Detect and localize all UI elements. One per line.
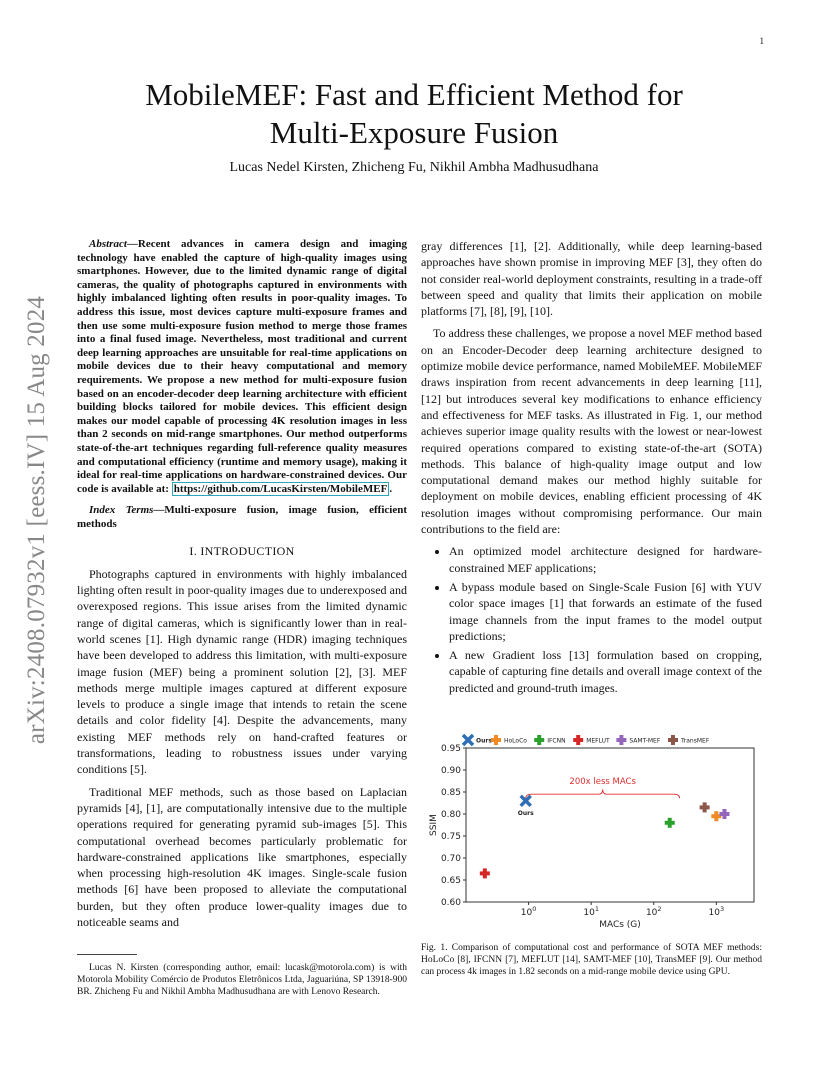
abstract: Abstract—Recent advances in camera design and imaging technology have enabled the capture of high-quality images using smartphones. However, due to the limited dynamic range of digital cameras, the quality of photographs captured in environments with highly imbalanced lighting often results in poor-quality images. To address this issue, most devices capture multi-exposure frames and then use some multi-exposure fusion method to merge those frames into a final fused image. Nevertheless, most traditional and current deep learning approaches are unsuitable for real-time applications on mobile devices due to their heavy computational and memory requirements. We propose a new method for multi-exposure fusion based on an encoder-decoder deep learning architecture with efficient building blocks tailored for mobile devices. This efficient design makes our model capable of processing 4K resolution images in less than 2 seconds on mid-range smartphones. Our method outperforms state-of-the-art techniques regarding full-reference quality measures and computational efficiency (runtime and memory usage), making it ideal for real-time applications on hardware-constrained devices. Our code is available at: https://github.com/LucasKirsten/MobileMEF .	[77, 238, 407, 495]
data-point	[665, 818, 675, 828]
legend-label: IFCNN	[547, 737, 566, 745]
legend-entry	[534, 735, 565, 745]
scatter-chart	[424, 730, 762, 930]
title-line-1: MobileMEF: Fast and Efficient Method for	[145, 77, 683, 112]
page-number: 1	[759, 36, 764, 46]
contributions-list	[421, 543, 762, 696]
y-axis-label: SSIM	[429, 814, 439, 836]
legend-label: Ours	[476, 737, 492, 745]
right-column	[421, 238, 762, 699]
figure-caption: Fig. 1. Comparison of computational cost and performance of SOTA MEF methods: HoLoCo [8], IFCNN [7], MEFLUT [14], SAMT-MEF [10], TransMEF [9]. Our method can process 4k images in 1.82 seconds on a mid-range mobile device using GPU.	[421, 943, 762, 977]
list-item: • A new Gradient loss [13] formulation based on cropping, capable of capturing fine details and overall image context of the predicted and ground-truth images.	[449, 647, 762, 696]
legend-entry	[491, 735, 527, 745]
title-line-2: Multi-Exposure Fusion	[269, 115, 559, 150]
annotation-label: 200x less MACs	[569, 777, 636, 788]
y-tick-label: 0.70	[440, 854, 461, 864]
data-point	[480, 868, 490, 878]
footnote: Lucas N. Kirsten (corresponding author, email: lucask@motorola.com) is with Motorola Mobility Comércio de Produtos Eletrônicos Ltda, Jaguariúna, SP 13918-900 BR. Zhicheng Fu and Nikhil Ambha Madhusudhana are with Lenovo Research.	[77, 963, 407, 997]
x-tick-label: $10^3$	[708, 905, 725, 918]
body-paragraph: To address these challenges, we propose a novel MEF method based on an Encoder-Decoder deep learning architecture designed to optimize mobile device performance, named MobileMEF. MobileMEF draws inspiration from recent advancements in deep learning [11], [12] but introduces several key modifications to enhance efficiency and effectiveness for MEF tasks. As illustrated in Fig. 1, our method achieves superior image quality results with the lowest or near-lowest required operations compared to existing state-of-the-art (SOTA) methods. This balance of high-quality image output and low computational demand makes our method highly suitable for deployment on mobile devices, enabling efficient processing of 4K resolution images without compromising performance. Our main contributions to the field are:	[421, 326, 762, 537]
list-item: • An optimized model architecture designed for hardware-constrained MEF applications;	[449, 543, 762, 576]
x-tick-label: $10^0$	[520, 905, 537, 918]
legend-label: SAMT-MEF	[629, 737, 661, 745]
point-label: Ours	[517, 809, 534, 817]
left-column	[77, 238, 407, 936]
legend-label: HoLoCo	[504, 737, 527, 745]
plot-frame	[466, 748, 754, 902]
section-title: I. INTRODUCTION	[189, 544, 295, 559]
legend-label: TransMEF	[681, 737, 710, 745]
x-axis-label: MACs (G)	[599, 920, 641, 930]
figure-chart	[424, 730, 762, 930]
data-point	[700, 802, 710, 812]
paper-title	[60, 76, 768, 152]
y-tick-label: 0.95	[440, 744, 461, 754]
legend-entry	[463, 735, 492, 745]
arxiv-stamp-text: arXiv:2408.07932v1 [eess.IV] 15 Aug 2024	[23, 295, 50, 745]
legend-entry	[573, 735, 610, 745]
y-tick-label: 0.90	[440, 766, 461, 776]
y-tick-label: 0.65	[440, 876, 461, 886]
x-tick-label: $10^2$	[645, 905, 662, 918]
intro-paragraph: Traditional MEF methods, such as those based on Laplacian pyramids [4], [1], are computationally intensive due to the multiple operations required for generating pyramid sub-images [5]. This computational overhead becomes particularly problematic for hardware-constrained applications like smartphones, especially when processing high-resolution 4K images. Single-scale fusion methods [6] have been proposed to alleviate the computational burden, but they often produce lower-quality images due to noticeable seams and	[77, 784, 407, 929]
footnote-rule	[77, 954, 137, 955]
body-paragraph: gray differences [1], [2]. Additionally, while deep learning-based approaches have shown promise in improving MEF [3], they often do not consider real-world deployment constraints, resulting in a trade-off between speed and quality that limits their application on mobile platforms [7], [8], [9], [10].	[421, 239, 762, 319]
y-tick-label: 0.75	[440, 832, 461, 842]
index-terms	[77, 504, 407, 531]
authors: Lucas Nedel Kirsten, Zhicheng Fu, Nikhil Ambha Madhusudhana	[229, 160, 599, 175]
legend-entry	[616, 735, 660, 745]
intro-paragraph: Photographs captured in environments with highly imbalanced lighting often result in poor-quality images due to underexposed and overexposed regions. This issue arises from the limited dynamic range of digital cameras, which is significantly lower than in real-world scenes [1]. High dynamic range (HDR) imaging techniques have been developed to address this limitation, with multi-exposure image fusion (MEF) being a prominent solution [2], [3]. MEF methods merge multiple images captured at different exposure levels to produce a single image that intends to retain the scene details and color fidelity [4]. Despite the advancements, many existing MEF methods rely on hand-crafted features or transformations, leading to robustness issues under varying conditions [5].	[77, 566, 407, 777]
abstract-text: —Recent advances in camera design and imaging technology have enabled the capture of high-quality images using smartphones. However, due to the limited dynamic range of digital cameras, the quality of photographs captured in environments with highly imbalanced lighting often results in poor-quality images. To address this issue, most devices capture multi-exposure frames and then use some multi-exposure fusion method to merge those frames into a final fused image. Nevertheless, most traditional and current deep learning approaches are unsuitable for real-time applications on mobile devices due to their heavy computational and memory requirements. We propose a new method for multi-exposure fusion based on an encoder-decoder deep learning architecture with efficient building blocks tailored for mobile devices. This efficient design makes our model capable of processing 4K resolution images in less than 2 seconds on mid-range smartphones. Our method outperforms state-of-the-art techniques regarding full-reference quality measures and computational efficiency (runtime and memory usage), making it ideal for real-time applications on hardware-constrained devices. Our code is available at:	[77, 238, 407, 495]
y-tick-label: 0.85	[440, 788, 461, 798]
legend-entry	[668, 735, 710, 745]
index-text: —Multi-exposure fusion, image fusion, efficient methods	[77, 504, 407, 530]
arxiv-stamp	[22, 260, 52, 780]
list-item: • A bypass module based on Single-Scale Fusion [6] with YUV color space images [1] that forwards an estimate of the fused image channels from the input frames to the model output predictions;	[449, 579, 762, 644]
legend-label: MEFLUT	[586, 737, 610, 745]
index-lead: Index Terms	[89, 504, 154, 517]
abstract-lead: Abstract	[89, 238, 127, 250]
y-tick-label: 0.60	[440, 898, 461, 908]
code-link[interactable]: https://github.com/LucasKirsten/MobileMEF	[173, 482, 388, 495]
x-tick-label: $10^1$	[583, 905, 599, 918]
y-tick-label: 0.80	[440, 810, 461, 820]
annotation-bracket	[526, 789, 680, 798]
